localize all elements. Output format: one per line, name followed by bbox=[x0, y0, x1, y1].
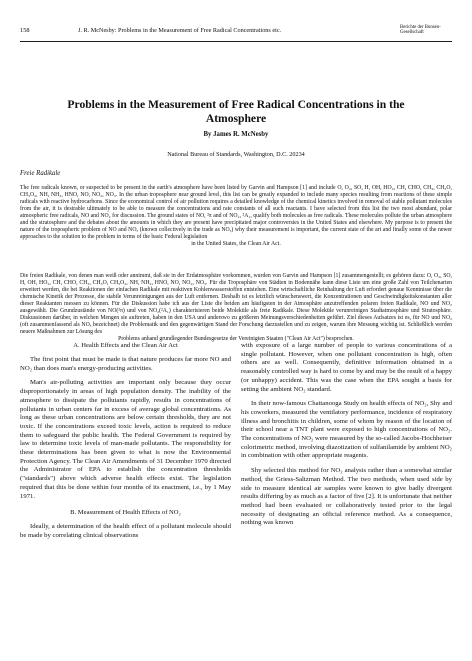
section-label: Freie Radikale bbox=[20, 170, 61, 177]
abstract-english-text: The free radicals known, or suspected to be present in the earth's atmosphere have been listed by Garvin and Hampson [1] and include O, O₂, SO, H, OH, HO₂, CH, CHO, CH₃, CH₃O, CH₃O₂, NH, NH₂, HNO, NO, NO₂, NO₃. In the urban troposphere near ground level, this list can be greatly expanded to include many species resulting from reactions of these simple radicals with reactive hydrocarbons. Since the economical control of air pollution requires a detailed knowledge of the chemical kinetics involved in removal of stable pollutant molecules from the air, it is desirable ultimately to be able to measure the concentrations and rate constants of all such reactants. I have selected from this list the two most abundant, polar atmospheric free radicals, NO and NO₂ for discussion. The ground states of NO, ²π and of NO₂, ²A₁, qualify both molecules as free radicals. These molecules pollute the urban atmosphere and the stratosphere and the debates about the amounts in which they are present have precipitated major controversies in the United States and elsewhere. My purpose is to present the nature of the tropospheric problem of NO and NOₓ (known collectively in the trade as NOₓ) why their measurement is important, the current state of the art and finally some of the newer approaches to the solution to the problem in terms of the basic Federal legislation bbox=[20, 185, 452, 241]
running-header bbox=[20, 27, 452, 39]
abstract-german bbox=[20, 273, 452, 343]
section-a-heading: A. Health Effects and the Clean Air Act bbox=[73, 342, 178, 349]
author-affiliation: National Bureau of Standards, Washington, D.C. 20234 bbox=[167, 151, 305, 158]
article-title: Problems in the Measurement of Free Radical Concentrations in the Atmosphere bbox=[67, 98, 405, 125]
section-b-heading: B. Measurement of Health Effects of NO₂ bbox=[70, 509, 181, 517]
paragraph: Ideally, a determination of the health effect of a pollutant molecule should be made by correlating clinical observations bbox=[20, 523, 231, 539]
header-rule bbox=[20, 41, 452, 42]
running-title: J. R. McNesby: Problems in the Measurement of Free Radical Concentrations etc. bbox=[78, 27, 282, 34]
abstract-english-last-line: in the United States, the Clean Air Act. bbox=[191, 241, 281, 248]
abstract-english bbox=[20, 185, 452, 248]
abstract-german-text: Die freien Radikale, von denen man weiß oder annimmt, daß sie in der Erdatmosphäre vorkommen, wurden von Garvin and Hampson [1] zusammengestellt; es gehören dazu: O, O₂, SO, H, OH, HO₂, CH, CHO, CH₃, CH₃O, CH₃O₂, NH, NH₂, HNO, NO, NO₂, NO₃. Für die Troposphäre von Städten in Bodennähe kann diese Liste um eine große Zahl von Teilchenarten erweitert werden, die bei Reaktionen der einfachen Radikale mit reaktiven Kohlenwasserstoffen entstehen. Eine wirtschaftliche Reinhaltung der Luft erfordert genaue Kenntnisse über die chemische Kinetik der Prozesse, die stabile Verunreinigungen aus der Luft entfernen. Deshalb ist es letztlich wünschenswert, die Konzentrationen und Geschwindigkeitskonstanten aller dieser Reaktanten messen zu können. Für die Diskussion habe ich aus der Liste die beiden am häufigsten in der Atmosphäre anzutreffenden polaren freien Radikale, NO und NO₂ ausgewählt. Die Grundzustände von NO(²π) und von NO₂(²A₁) charakterisieren beide Moleküle als freie Radikale. Diese Moleküle verunreinigen Stadtatmosphäre und Stratosphäre. Diskussionen darüber, in welchen Mengen sie auftreten, haben in den USA und anderswo zu größeren Meinungsverschiedenheiten geführt. Ziel dieses Aufsatzes ist es, für NO und NO₂ (oft zusammenfassend als NOₓ bezeichnet) die Problematik und den gegenwärtigen Stand der Forschung darzustellen und zu zeigen, warum ihre Messung wichtig ist. Schließlich werden neuere Maßnahmen zur Lösung des bbox=[20, 273, 452, 336]
paragraph: In their now-famous Chattanooga Study on health effects of NO₂, Shy and his coworkers, measured the ventilatory performance, incidence of respiratory illness and bronchitis in children, some of whom by reason of the location of their school near a TNT plant were exposed to high concentrations of NO₂. The concentrations of NO₂ were measured by the so-called Jacobs-Hochheiser colorimetric method, involving diazotization of sulfanilamide by ambient NO₂ in combination with other appropriate reagents. bbox=[241, 400, 452, 460]
abstract-german-last-line: Problems anhand grundlegender Bundesgesetze der Vereinigten Staaten ("Clean Air Act") besprochen. bbox=[118, 336, 354, 343]
left-column bbox=[20, 342, 231, 541]
article-author: By James R. McNesby bbox=[203, 131, 269, 138]
page-number: 158 bbox=[20, 27, 30, 34]
journal-name: Berichte der Bunsen-Gesellschaft bbox=[400, 25, 441, 36]
paragraph: The first point that must be made is that nature produces far more NO and NO₂ than does man's energy-producing activities. bbox=[20, 356, 231, 372]
paragraph: Shy selected this method for NO₂ analysis rather than a somewhat similar method, the Griess-Saltzman Method. The two methods, when used side by side to measure identical air samples were known to give badly divergent results differing by as much as a factor of five [2]. It is unfortunate that neither method had been evaluated or collaboratively tested prior to the legal necessity of designating an official reference method. As a consequence, nothing was known bbox=[241, 467, 452, 527]
paragraph: Man's air-polluting activities are important only because they occur disproportionately in areas of high population density. The inability of the atmosphere to dissipate the pollutants rapidly, results in concentrations of pollutants in urban centers far in excess of average global concentrations. As long as these urban concentrations are below certain thresholds, they are not toxic. If the concentrations exceed toxic levels, action is required to reduce them to safeguard the public health. The Federal Government is required by law to determine toxic levels of man-made pollutants. The responsibility for these determinations has been given to what is now the Environmental Protection Agency. The Clean Air Amendments of 31 December 1970 directed the Administrator of EPA to establish the concentration thresholds ("standards") above which adverse health effects exist. The legislation required that this be done within four months of its enactment, i.e., by 1 May 1971. bbox=[20, 379, 231, 500]
right-column bbox=[241, 342, 452, 528]
paragraph: with exposure of a large number of people to various concentrations of a single pollutant. However, when one pollutant concentration is high, often others are as well. Consequently, definitive information obtained in a reasonably controlled way is hard to come by and may be the result of a happy (or unhappy) accident. This was the case when the EPA sought a basis for setting the ambient NO₂ standard. bbox=[241, 342, 452, 393]
